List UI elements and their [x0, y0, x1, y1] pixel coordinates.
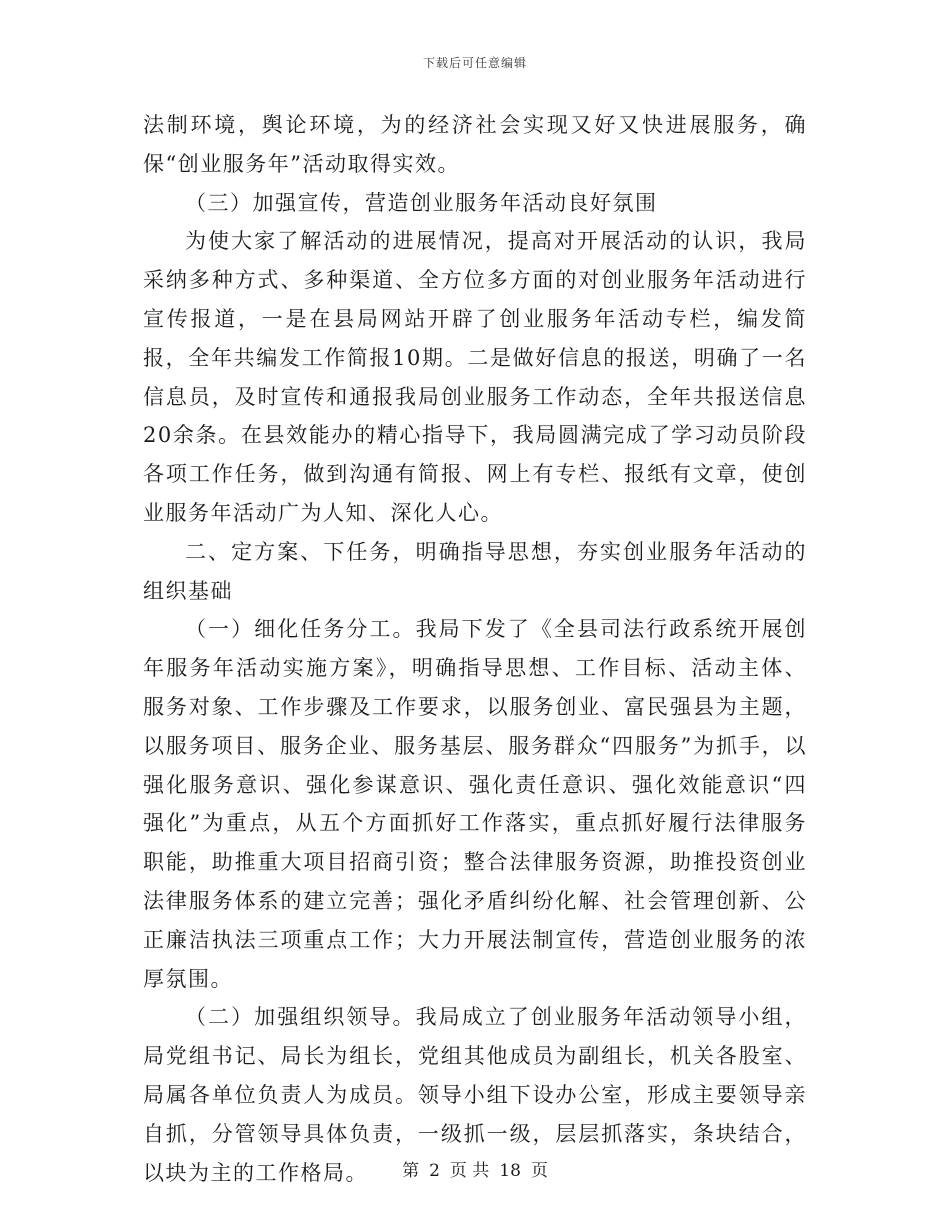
page-footer — [0, 1156, 950, 1181]
current-page-number: 2 — [429, 1161, 440, 1181]
document-body — [143, 106, 807, 1192]
section-heading: 二、定方案、下任务，明确指导思想，夯实创业服务年活动的组织基础 — [143, 539, 807, 603]
footer-mid: 页 共 — [449, 1161, 490, 1181]
paragraph: （一）细化任务分工。我局下发了《全县司法行政系统开展创年服务年活动实施方案》，明确指导思想、工作目标、活动主体、服务对象、工作步骤及工作要求，以服务创业、富民强县为主题，以服务项目、服务企业、服务基层、服务群众“四服务”为抓手，以强化服务意识、强化参谋意识、强化责任意识、强化效能意识“四强化”为重点，从五个方面抓好工作落实，重点抓好履行法律服务职能，助推重大项目招商引资；整合法律服务资源，助推投资创业法律服务体系的建立完善；强化矛盾纠纷化解、社会管理创新、公正廉洁执法三项重点工作；大力开展法制宣传，营造创业服务的浓厚氛围。 — [143, 617, 807, 991]
paragraph: （二）加强组织领导。我局成立了创业服务年活动领导小组，局党组书记、局长为组长，党组其他成员为副组长，机关各股室、局属各单位负责人为成员。领导小组下设办公室，形成主要领导亲自抓，分管领导具体负责，一级抓一级，层层抓落实，条块结合，以块为主的工作格局。 — [143, 1005, 807, 1185]
header-note: 下载后可任意编辑 — [422, 56, 527, 70]
paragraph: 为使大家了解活动的进展情况，提高对开展活动的认识，我局采纳多种方式、多种渠道、全方位多方面的对创业服务年活动进行宣传报道，一是在县局网站开辟了创业服务年活动专栏，编发简报，全年共编发工作简报10期。二是做好信息的报送，明确了一名信息员，及时宣传和通报我局创业服务工作动态，全年共报送信息20余条。在县效能办的精心指导下，我局圆满完成了学习动员阶段各项工作任务，做到沟通有简报、网上有专栏、报纸有文章，使创业服务年活动广为人知、深化人心。 — [143, 229, 807, 525]
footer-suffix: 页 — [530, 1161, 548, 1181]
footer-prefix: 第 — [402, 1161, 420, 1181]
section-heading: （三）加强宣传，营造创业服务年活动良好氛围 — [185, 190, 658, 215]
paragraph: 法制环境，舆论环境，为的经济社会实现又好又快进展服务，确保“创业服务年”活动取得实效。 — [143, 113, 807, 176]
total-pages-number: 18 — [499, 1161, 521, 1181]
